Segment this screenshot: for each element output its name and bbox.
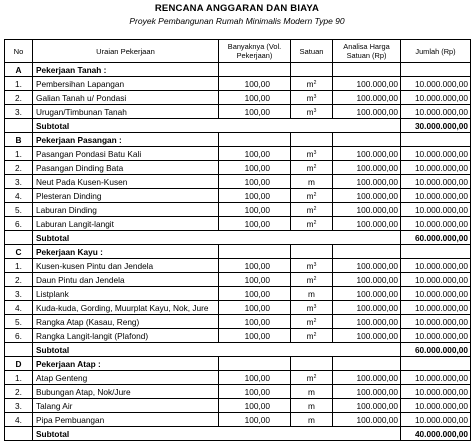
item-description: Bubungan Atap, Nok/Jure bbox=[33, 385, 219, 399]
budget-table bbox=[4, 39, 471, 441]
item-volume: 100,00 bbox=[219, 385, 291, 399]
unit-base: m bbox=[306, 330, 314, 341]
item-unit-price: 100.000,00 bbox=[333, 399, 401, 413]
document-title: RENCANA ANGGARAN DAN BIAYA bbox=[154, 3, 320, 14]
item-description: Atap Genteng bbox=[33, 371, 219, 385]
empty-cell bbox=[333, 357, 401, 371]
unit-exponent: 2 bbox=[313, 275, 317, 282]
unit-exponent: 2 bbox=[313, 205, 317, 212]
empty-cell bbox=[5, 231, 33, 245]
unit-base: m bbox=[306, 148, 314, 159]
item-unit-price: 100.000,00 bbox=[333, 259, 401, 273]
item-no: 5. bbox=[5, 315, 33, 329]
item-unit bbox=[291, 217, 333, 231]
unit-exponent: 2 bbox=[313, 163, 317, 170]
item-total: 10.000.000,00 bbox=[401, 105, 471, 119]
item-unit bbox=[291, 315, 333, 329]
empty-cell bbox=[219, 245, 291, 259]
item-no: 3. bbox=[5, 399, 33, 413]
table-row bbox=[5, 175, 471, 189]
item-no: 3. bbox=[5, 287, 33, 301]
table-row bbox=[5, 273, 471, 287]
subtotal-label: Subtotal bbox=[33, 231, 401, 245]
header-jumlah: Jumlah (Rp) bbox=[401, 40, 471, 63]
table-row bbox=[5, 259, 471, 273]
item-description: Galian Tanah u/ Pondasi bbox=[33, 91, 219, 105]
item-volume: 100,00 bbox=[219, 203, 291, 217]
item-total: 10.000.000,00 bbox=[401, 203, 471, 217]
item-description: Pembersihan Lapangan bbox=[33, 77, 219, 91]
item-unit-price: 100.000,00 bbox=[333, 315, 401, 329]
item-total: 10.000.000,00 bbox=[401, 371, 471, 385]
item-total: 10.000.000,00 bbox=[401, 413, 471, 427]
item-volume: 100,00 bbox=[219, 175, 291, 189]
empty-cell bbox=[219, 357, 291, 371]
empty-cell bbox=[291, 357, 333, 371]
unit-base: m bbox=[308, 400, 315, 411]
header-banyaknya: Banyaknya (Vol. Pekerjaan) bbox=[219, 40, 291, 63]
item-description: Listplank bbox=[33, 287, 219, 301]
subtotal-label: Subtotal bbox=[33, 343, 401, 357]
item-total: 10.000.000,00 bbox=[401, 329, 471, 343]
unit-base: m bbox=[308, 414, 315, 425]
item-total: 10.000.000,00 bbox=[401, 147, 471, 161]
item-unit bbox=[291, 301, 333, 315]
empty-cell bbox=[219, 63, 291, 77]
item-no: 2. bbox=[5, 273, 33, 287]
item-description: Rangka Atap (Kasau, Reng) bbox=[33, 315, 219, 329]
item-total: 10.000.000,00 bbox=[401, 273, 471, 287]
item-no: 1. bbox=[5, 77, 33, 91]
unit-exponent: 3 bbox=[313, 149, 317, 156]
header-satuan: Satuan bbox=[291, 40, 333, 63]
item-unit-price: 100.000,00 bbox=[333, 189, 401, 203]
subtotal-label: Subtotal bbox=[33, 427, 401, 441]
item-volume: 100,00 bbox=[219, 287, 291, 301]
item-unit bbox=[291, 259, 333, 273]
item-no: 2. bbox=[5, 161, 33, 175]
section-name: Pekerjaan Tanah : bbox=[33, 63, 219, 77]
section-name: Pekerjaan Atap : bbox=[33, 357, 219, 371]
item-unit-price: 100.000,00 bbox=[333, 385, 401, 399]
item-volume: 100,00 bbox=[219, 371, 291, 385]
subtotal-label: Subtotal bbox=[33, 119, 401, 133]
subtotal-value: 60.000.000,00 bbox=[401, 343, 471, 357]
unit-exponent: 3 bbox=[313, 303, 317, 310]
subtotal-row bbox=[5, 119, 471, 133]
header-uraian: Uraian Pekerjaan bbox=[33, 40, 219, 63]
table-row bbox=[5, 315, 471, 329]
item-volume: 100,00 bbox=[219, 161, 291, 175]
table-row bbox=[5, 329, 471, 343]
item-total: 10.000.000,00 bbox=[401, 161, 471, 175]
unit-base: m bbox=[306, 92, 314, 103]
table-row bbox=[5, 287, 471, 301]
item-no: 1. bbox=[5, 259, 33, 273]
item-unit-price: 100.000,00 bbox=[333, 287, 401, 301]
item-volume: 100,00 bbox=[219, 273, 291, 287]
empty-cell bbox=[291, 63, 333, 77]
item-unit bbox=[291, 77, 333, 91]
item-volume: 100,00 bbox=[219, 105, 291, 119]
item-total: 10.000.000,00 bbox=[401, 301, 471, 315]
item-total: 10.000.000,00 bbox=[401, 287, 471, 301]
section-code: A bbox=[5, 63, 33, 77]
table-row bbox=[5, 91, 471, 105]
section-code: C bbox=[5, 245, 33, 259]
table-body bbox=[5, 63, 471, 441]
header-no: No bbox=[5, 40, 33, 63]
item-unit bbox=[291, 371, 333, 385]
item-no: 4. bbox=[5, 413, 33, 427]
empty-cell bbox=[333, 133, 401, 147]
item-volume: 100,00 bbox=[219, 259, 291, 273]
item-unit-price: 100.000,00 bbox=[333, 203, 401, 217]
item-volume: 100,00 bbox=[219, 91, 291, 105]
subtotal-value: 60.000.000,00 bbox=[401, 231, 471, 245]
table-row bbox=[5, 385, 471, 399]
item-unit-price: 100.000,00 bbox=[333, 161, 401, 175]
empty-cell bbox=[333, 63, 401, 77]
item-total: 10.000.000,00 bbox=[401, 385, 471, 399]
item-total: 10.000.000,00 bbox=[401, 259, 471, 273]
table-row bbox=[5, 147, 471, 161]
item-total: 10.000.000,00 bbox=[401, 189, 471, 203]
item-description: Daun Pintu dan Jendela bbox=[33, 273, 219, 287]
item-no: 2. bbox=[5, 91, 33, 105]
unit-base: m bbox=[306, 218, 314, 229]
item-no: 3. bbox=[5, 105, 33, 119]
item-unit-price: 100.000,00 bbox=[333, 217, 401, 231]
unit-base: m bbox=[306, 204, 314, 215]
table-row bbox=[5, 77, 471, 91]
item-unit bbox=[291, 329, 333, 343]
item-unit bbox=[291, 413, 333, 427]
unit-base: m bbox=[308, 386, 315, 397]
subtotal-row bbox=[5, 427, 471, 441]
unit-exponent: 2 bbox=[313, 219, 317, 226]
item-no: 6. bbox=[5, 217, 33, 231]
empty-cell bbox=[5, 119, 33, 133]
item-unit bbox=[291, 175, 333, 189]
unit-exponent: 2 bbox=[313, 373, 317, 380]
table-row bbox=[5, 203, 471, 217]
empty-cell bbox=[291, 133, 333, 147]
table-row bbox=[5, 161, 471, 175]
item-unit-price: 100.000,00 bbox=[333, 147, 401, 161]
item-volume: 100,00 bbox=[219, 77, 291, 91]
item-unit bbox=[291, 91, 333, 105]
table-header-row bbox=[5, 40, 471, 63]
unit-base: m bbox=[306, 106, 314, 117]
item-no: 1. bbox=[5, 147, 33, 161]
item-unit-price: 100.000,00 bbox=[333, 273, 401, 287]
unit-exponent: 2 bbox=[313, 317, 317, 324]
unit-base: m bbox=[306, 302, 314, 313]
item-no: 2. bbox=[5, 385, 33, 399]
unit-base: m bbox=[306, 190, 314, 201]
section-code: D bbox=[5, 357, 33, 371]
unit-base: m bbox=[306, 274, 314, 285]
item-description: Rangka Langit-langit (Plafond) bbox=[33, 329, 219, 343]
item-unit bbox=[291, 399, 333, 413]
document-subtitle: Proyek Pembangunan Rumah Minimalis Modern Type 90 bbox=[129, 16, 345, 26]
table-row bbox=[5, 371, 471, 385]
item-description: Pasangan Pondasi Batu Kali bbox=[33, 147, 219, 161]
table-row bbox=[5, 217, 471, 231]
item-volume: 100,00 bbox=[219, 329, 291, 343]
section-header-row bbox=[5, 63, 471, 77]
unit-base: m bbox=[306, 260, 314, 271]
unit-base: m bbox=[306, 316, 314, 327]
item-unit bbox=[291, 287, 333, 301]
subtotal-row bbox=[5, 231, 471, 245]
item-volume: 100,00 bbox=[219, 413, 291, 427]
item-description: Talang Air bbox=[33, 399, 219, 413]
subtotal-row bbox=[5, 343, 471, 357]
section-name: Pekerjaan Pasangan : bbox=[33, 133, 219, 147]
item-description: Kuda-kuda, Gording, Muurplat Kayu, Nok, Jure bbox=[33, 301, 219, 315]
empty-cell bbox=[401, 133, 471, 147]
table-row bbox=[5, 301, 471, 315]
empty-cell bbox=[291, 245, 333, 259]
unit-exponent: 2 bbox=[313, 331, 317, 338]
unit-base: m bbox=[308, 288, 315, 299]
empty-cell bbox=[333, 245, 401, 259]
section-header-row bbox=[5, 133, 471, 147]
item-description: Urugan/Timbunan Tanah bbox=[33, 105, 219, 119]
section-code: B bbox=[5, 133, 33, 147]
item-volume: 100,00 bbox=[219, 147, 291, 161]
item-unit-price: 100.000,00 bbox=[333, 413, 401, 427]
item-description: Plesteran Dinding bbox=[33, 189, 219, 203]
item-no: 4. bbox=[5, 189, 33, 203]
item-total: 10.000.000,00 bbox=[401, 77, 471, 91]
unit-base: m bbox=[308, 176, 315, 187]
empty-cell bbox=[5, 427, 33, 441]
item-no: 6. bbox=[5, 329, 33, 343]
item-unit bbox=[291, 105, 333, 119]
empty-cell bbox=[5, 343, 33, 357]
item-description: Laburan Dinding bbox=[33, 203, 219, 217]
item-unit-price: 100.000,00 bbox=[333, 301, 401, 315]
item-total: 10.000.000,00 bbox=[401, 399, 471, 413]
subtotal-value: 30.000.000,00 bbox=[401, 119, 471, 133]
section-name: Pekerjaan Kayu : bbox=[33, 245, 219, 259]
unit-base: m bbox=[306, 162, 314, 173]
item-no: 5. bbox=[5, 203, 33, 217]
table-row bbox=[5, 189, 471, 203]
item-no: 1. bbox=[5, 371, 33, 385]
header-analisa: Analisa Harga Satuan (Rp) bbox=[333, 40, 401, 63]
table-row bbox=[5, 105, 471, 119]
table-row bbox=[5, 413, 471, 427]
item-volume: 100,00 bbox=[219, 315, 291, 329]
item-total: 10.000.000,00 bbox=[401, 91, 471, 105]
section-header-row bbox=[5, 245, 471, 259]
unit-exponent: 3 bbox=[313, 107, 317, 114]
item-unit-price: 100.000,00 bbox=[333, 329, 401, 343]
item-description: Pipa Pembuangan bbox=[33, 413, 219, 427]
item-unit-price: 100.000,00 bbox=[333, 175, 401, 189]
item-unit-price: 100.000,00 bbox=[333, 91, 401, 105]
item-total: 10.000.000,00 bbox=[401, 315, 471, 329]
item-unit-price: 100.000,00 bbox=[333, 105, 401, 119]
item-total: 10.000.000,00 bbox=[401, 175, 471, 189]
item-description: Kusen-kusen Pintu dan Jendela bbox=[33, 259, 219, 273]
item-volume: 100,00 bbox=[219, 301, 291, 315]
empty-cell bbox=[401, 245, 471, 259]
item-volume: 100,00 bbox=[219, 399, 291, 413]
item-unit-price: 100.000,00 bbox=[333, 371, 401, 385]
item-no: 3. bbox=[5, 175, 33, 189]
unit-base: m bbox=[306, 372, 314, 383]
unit-exponent: 2 bbox=[313, 191, 317, 198]
subtotal-value: 40.000.000,00 bbox=[401, 427, 471, 441]
item-no: 4. bbox=[5, 301, 33, 315]
item-description: Pasangan Dinding Bata bbox=[33, 161, 219, 175]
unit-exponent: 2 bbox=[313, 79, 317, 86]
item-unit bbox=[291, 161, 333, 175]
unit-base: m bbox=[306, 78, 314, 89]
item-unit-price: 100.000,00 bbox=[333, 77, 401, 91]
item-volume: 100,00 bbox=[219, 189, 291, 203]
empty-cell bbox=[219, 133, 291, 147]
item-description: Neut Pada Kusen-Kusen bbox=[33, 175, 219, 189]
table-row bbox=[5, 399, 471, 413]
unit-exponent: 3 bbox=[313, 261, 317, 268]
item-total: 10.000.000,00 bbox=[401, 217, 471, 231]
item-unit bbox=[291, 385, 333, 399]
item-unit bbox=[291, 189, 333, 203]
item-description: Laburan Langit-langit bbox=[33, 217, 219, 231]
empty-cell bbox=[401, 63, 471, 77]
item-unit bbox=[291, 273, 333, 287]
item-unit bbox=[291, 203, 333, 217]
unit-exponent: 3 bbox=[313, 93, 317, 100]
section-header-row bbox=[5, 357, 471, 371]
item-unit bbox=[291, 147, 333, 161]
empty-cell bbox=[401, 357, 471, 371]
item-volume: 100,00 bbox=[219, 217, 291, 231]
